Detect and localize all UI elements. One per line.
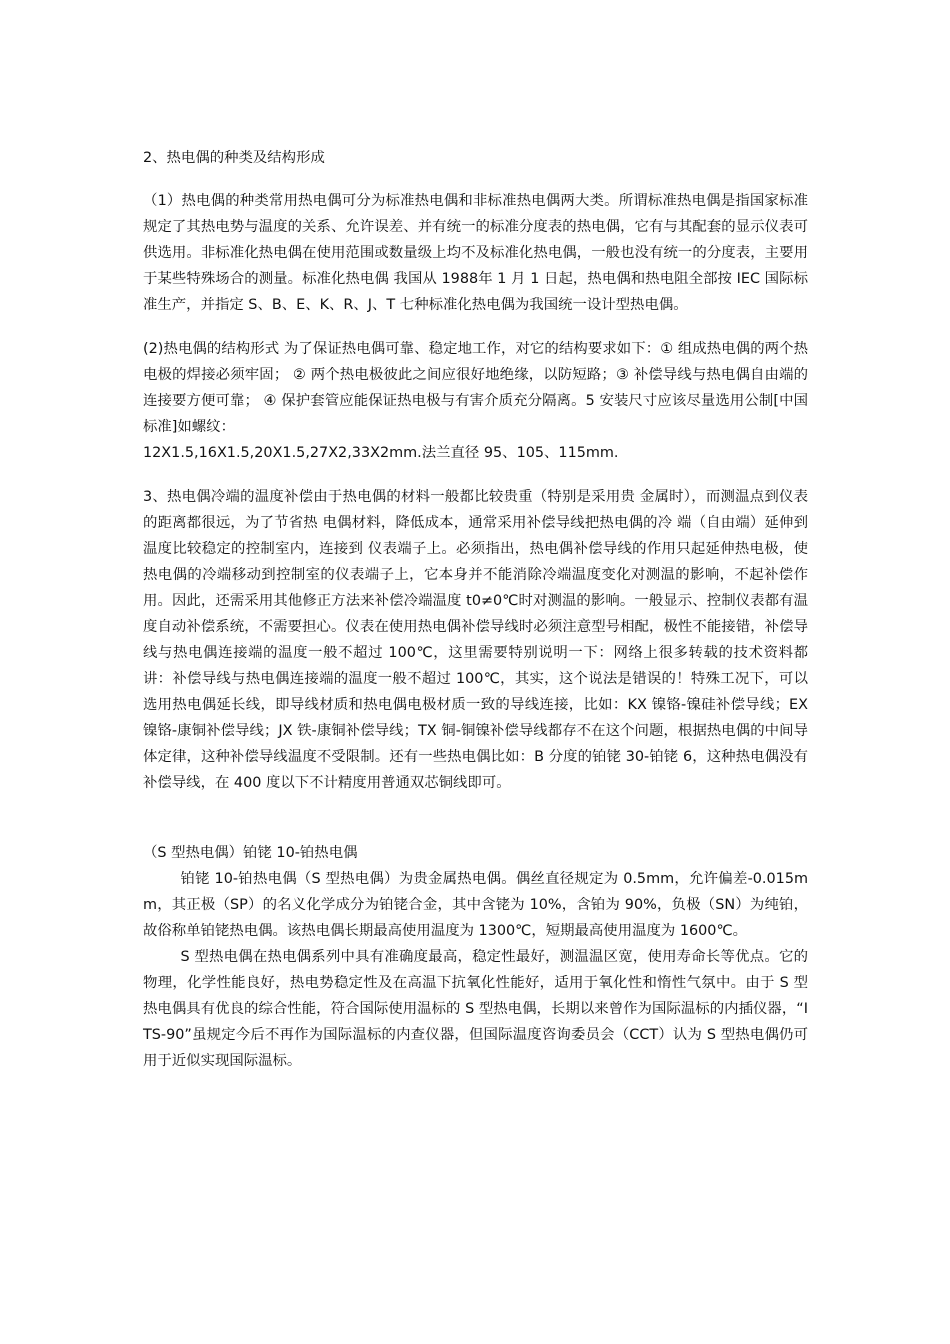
s-type-advantages-paragraph: S 型热电偶在热电偶系列中具有准确度最高，稳定性最好，测温温区宽，使用寿命长等优点。它的物理，化学性能良好，热电势稳定性及在高温下抗氧化性能好，适用于氧化性和惰性气氛中。由于 S 型热电偶具有优良的综合性能，符合国际使用温标的 S 型热电偶，长期以来曾作为国际温标的内插仪器，“ITS-90”虽规定今后不再作为国际温标的内查仪器，但国际温度咨询委员会（CCT）认为 S 型热电偶仍可用于近似实现国际温标。: [143, 949, 808, 1069]
s-type-description-paragraph: 铂铑 10-铂热电偶（S 型热电偶）为贵金属热电偶。偶丝直径规定为 0.5mm，允许偏差-0.015mm，其正极（SP）的名义化学成分为铂铑合金，其中含铑为 10%，含铂为 90%，负极（SN）为纯铂，故俗称单铂铑热电偶。该热电偶长期最高使用温度为 1300℃，短期最高使用温度为 1600℃。: [143, 871, 808, 939]
thread-flange-spec-line: 12X1.5,16X1.5,20X1.5,27X2,33X2mm.法兰直径 95、105、115mm.: [143, 445, 619, 461]
thermocouple-types-paragraph: （1）热电偶的种类常用热电偶可分为标准热电偶和非标准热电偶两大类。所谓标准热电偶是指国家标准规定了其热电势与温度的关系、允许误差、并有统一的标准分度表的热电偶，它有与其配套的显示仪表可供选用。非标准化热电偶在使用范围或数量级上均不及标准化热电偶，一般也没有统一的分度表，主要用于某些特殊场合的测量。标准化热电偶 我国从 1988年 1 月 1 日起，热电偶和热电阻全部按 IEC 国际标准生产，并指定 S、B、E、K、R、J、T 七种标准化热电偶为我国统一设计型热电偶。: [143, 193, 808, 313]
cold-junction-compensation-paragraph: 3、热电偶冷端的温度补偿由于热电偶的材料一般都比较贵重（特别是采用贵 金属时），而测温点到仪表的距离都很远，为了节省热 电偶材料，降低成本，通常采用补偿导线把热电偶的冷 端（自由端）延伸到温度比较稳定的控制室内，连接到 仪表端子上。必须指出，热电偶补偿导线的作用只起延伸热电极，使热电偶的冷端移动到控制室的仪表端子上，它本身并不能消除冷端温度变化对测温的影响，不起补偿作用。因此，还需采用其他修正方法来补偿冷端温度 t0≠0℃时对测温的影响。一般显示、控制仪表都有温度自动补偿系统，不需要担心。仪表在使用热电偶补偿导线时必须注意型号相配，极性不能接错，补偿导线与热电偶连接端的温度一般不超过 100℃，这里需要特别说明一下：网络上很多转载的技术资料都讲：补偿导线与热电偶连接端的温度一般不超过 100℃，其实，这个说法是错误的！特殊工况下，可以选用热电偶延长线，即导线材质和热电偶电极材质一致的导线连接，比如：KX 镍铬-镍硅补偿导线；EX 镍铬-康铜补偿导线；JX 铁-康铜补偿导线；TX 铜-铜镍补偿导线都存不在这个问题，根据热电偶的中间导体定律，这种补偿导线温度不受限制。还有一些热电偶比如：B 分度的铂铑 30-铂铑 6，这种热电偶没有补偿导线，在 400 度以下不计精度用普通双芯铜线即可。: [143, 489, 808, 791]
document-body: [143, 145, 808, 1074]
s-type-heading: （S 型热电偶）铂铑 10-铂热电偶: [143, 845, 358, 861]
section-2-heading: 2、热电偶的种类及结构形成: [143, 150, 325, 166]
thermocouple-structure-paragraph: (2)热电偶的结构形式 为了保证热电偶可靠、稳定地工作，对它的结构要求如下：① 组成热电偶的两个热电极的焊接必须牢固； ② 两个热电极彼此之间应很好地绝缘，以防短路；③ 补偿导线与热电偶自由端的连接要方便可靠； ④ 保护套管应能保证热电极与有害介质充分隔离。5 安装尺寸应该尽量选用公制[中国标准]如螺纹：: [143, 341, 808, 435]
